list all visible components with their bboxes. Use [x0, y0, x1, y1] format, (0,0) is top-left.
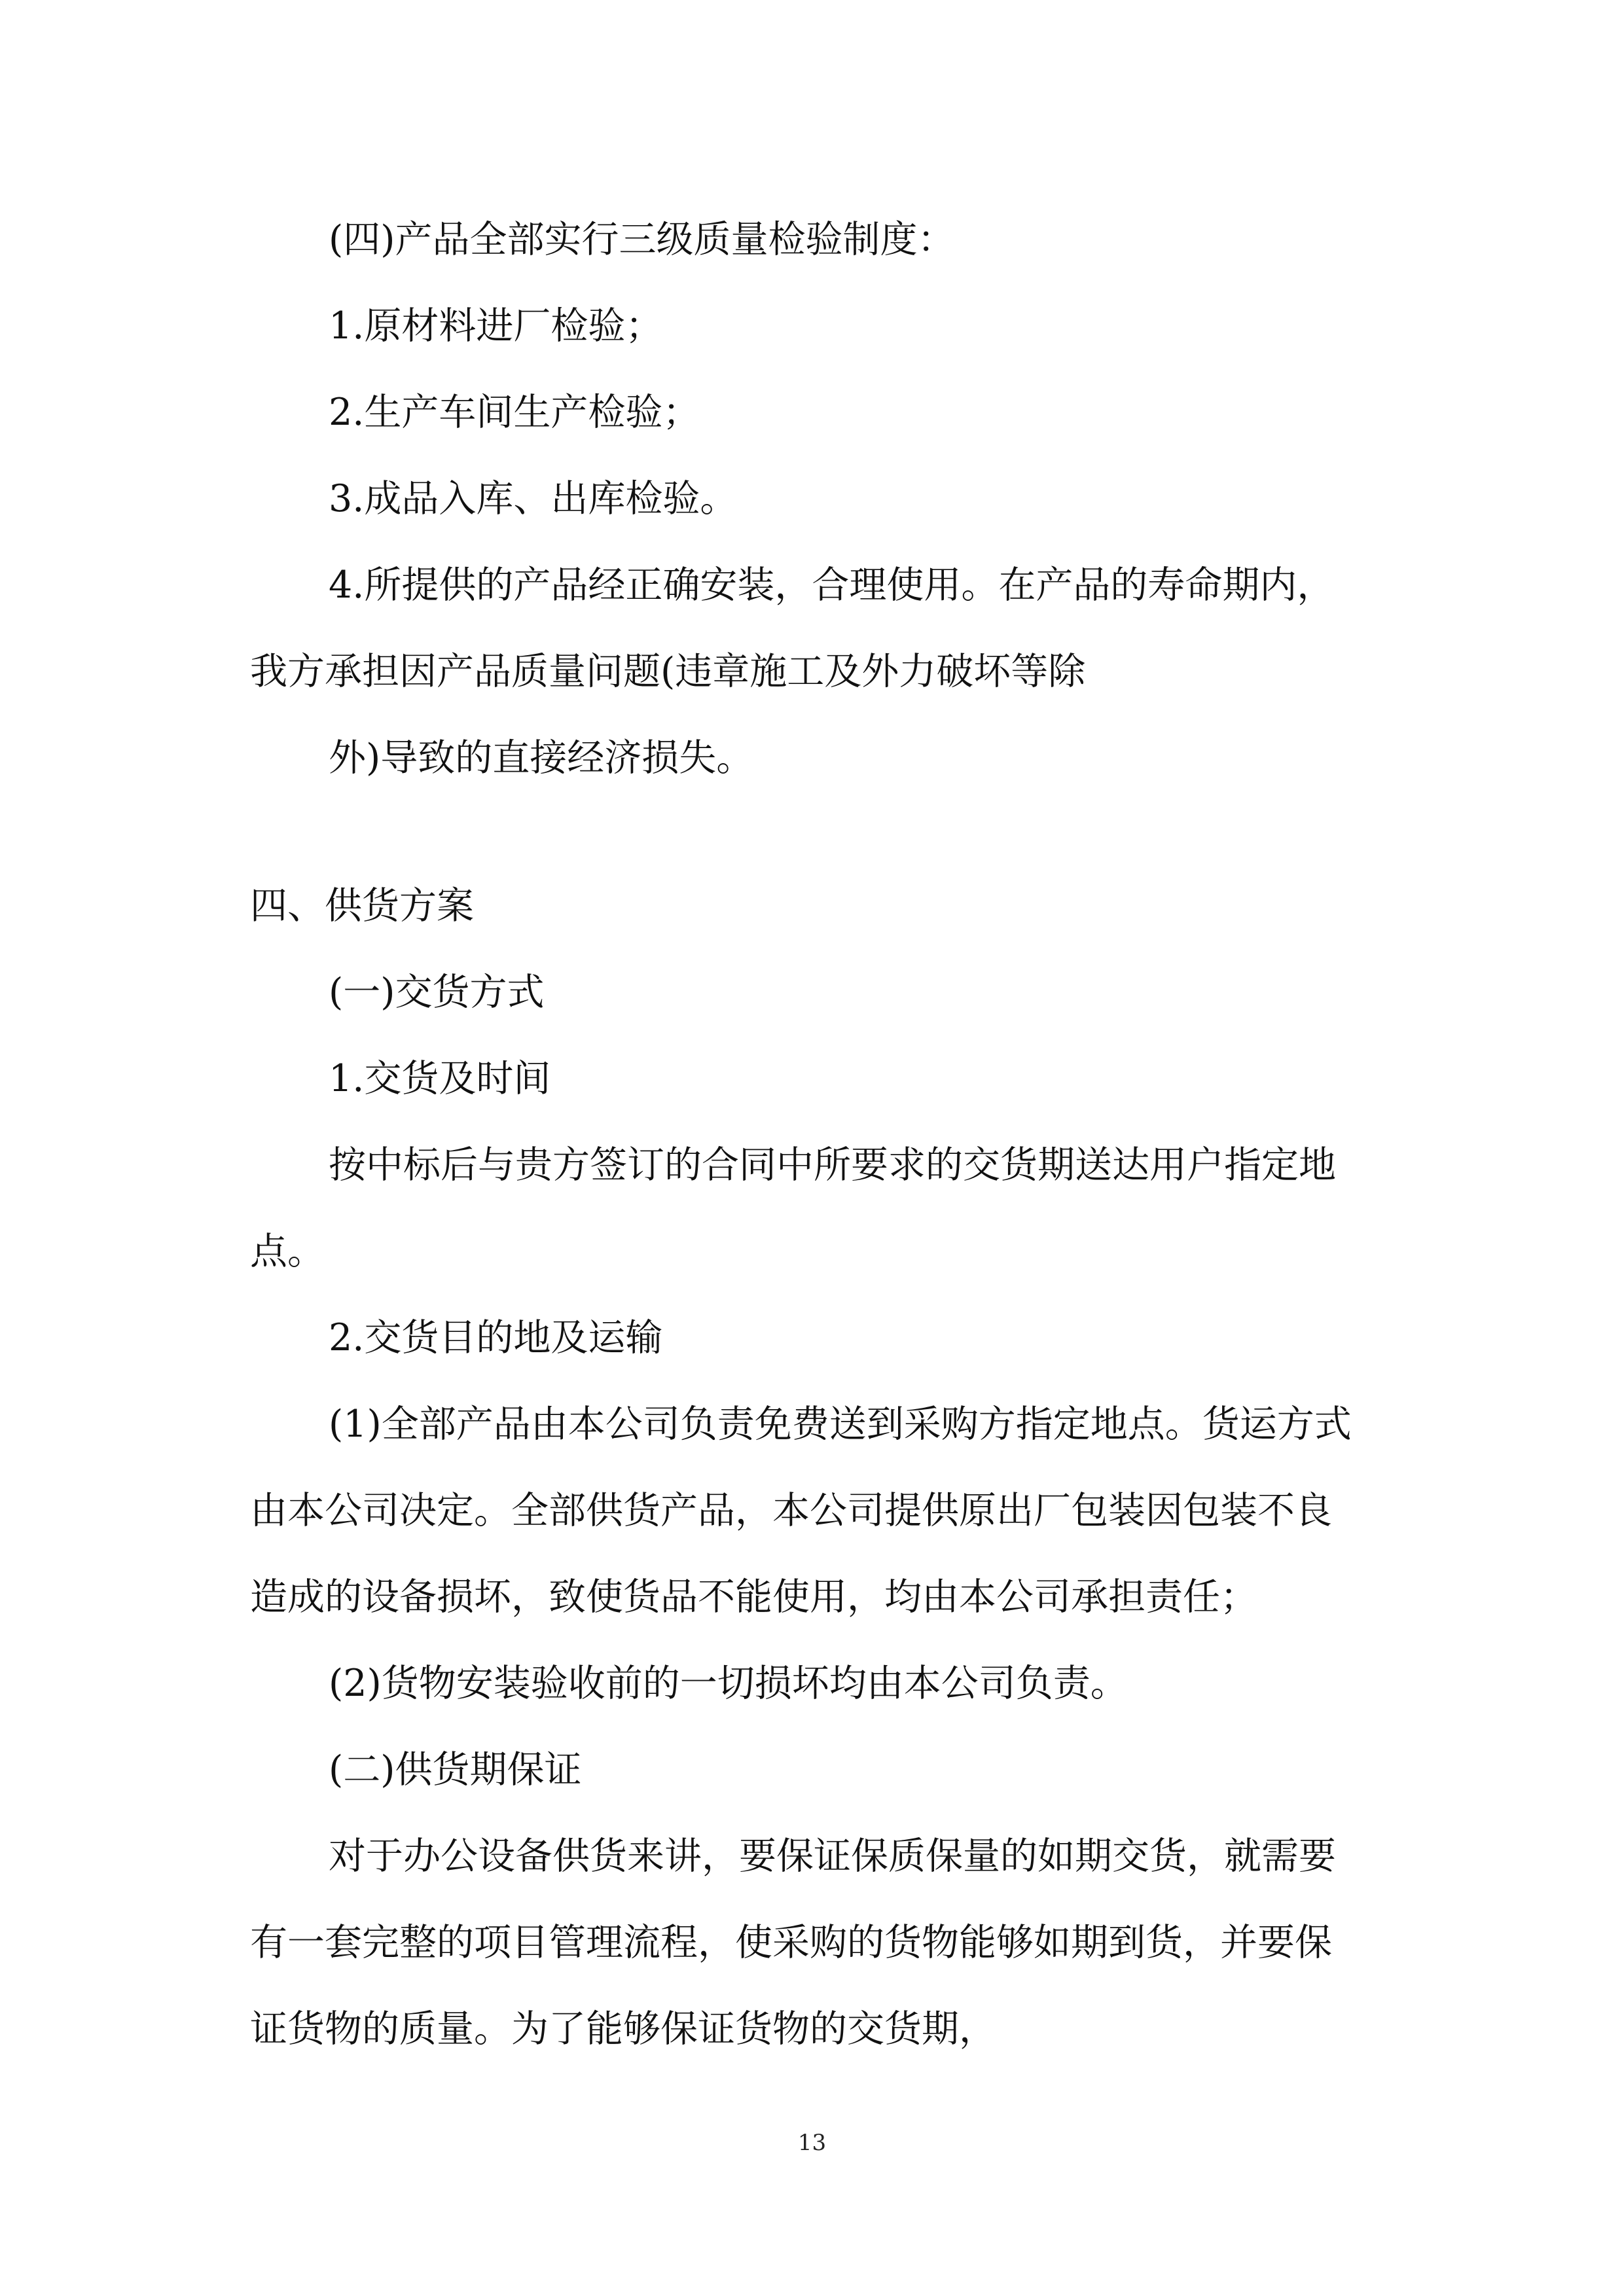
- destination-transport-heading: 2.交货目的地及运输: [329, 1316, 663, 1359]
- page-number: 13: [797, 2130, 827, 2156]
- inspection-item-4-line-3: 外)导致的直接经济损失。: [329, 736, 754, 780]
- transport-paragraph-line-3: 造成的设备损坏，致使货品不能使用，均由本公司承担责任；: [250, 1575, 1257, 1619]
- transport-paragraph-line-2: 由本公司决定。全部供货产品，本公司提供原出厂包装因包装不良: [250, 1489, 1332, 1532]
- delivery-method-heading: (一)交货方式: [329, 971, 545, 1014]
- transport-paragraph-line-1: (1)全部产品由本公司负责免费送到采购方指定地点。货运方式: [329, 1403, 1352, 1446]
- inspection-item-4-line-2: 我方承担因产品质量问题(违章施工及外力破坏等除: [250, 650, 1086, 693]
- delivery-time-paragraph-line-2: 点。: [250, 1230, 325, 1273]
- inspection-item-3: 3.成品入库、出库检验。: [329, 477, 738, 520]
- inspection-item-1: 1.原材料进厂检验；: [329, 304, 663, 348]
- delivery-time-heading: 1.交货及时间: [329, 1057, 551, 1100]
- delivery-guarantee-paragraph-line-1: 对于办公设备供货来讲，要保证保质保量的如期交货，就需要: [329, 1835, 1336, 1878]
- supply-plan-heading: 四、供货方案: [250, 884, 474, 927]
- delivery-time-paragraph-line-1: 按中标后与贵方签订的合同中所要求的交货期送达用户指定地: [329, 1143, 1336, 1187]
- inspection-item-4-line-1: 4.所提供的产品经正确安装，合理使用。在产品的寿命期内，: [329, 564, 1335, 607]
- delivery-guarantee-paragraph-line-3: 证货物的质量。为了能够保证货物的交货期，: [250, 2007, 996, 2051]
- damage-responsibility-line: (2)货物安装验收前的一切损坏均由本公司负责。: [329, 1662, 1128, 1705]
- inspection-item-2: 2.生产车间生产检验；: [329, 391, 700, 434]
- section-4-inspection-heading: (四)产品全部实行三级质量检验制度：: [329, 218, 955, 261]
- delivery-guarantee-heading: (二)供货期保证: [329, 1748, 582, 1791]
- delivery-guarantee-paragraph-line-2: 有一套完整的项目管理流程，使采购的货物能够如期到货，并要保: [250, 1921, 1332, 1964]
